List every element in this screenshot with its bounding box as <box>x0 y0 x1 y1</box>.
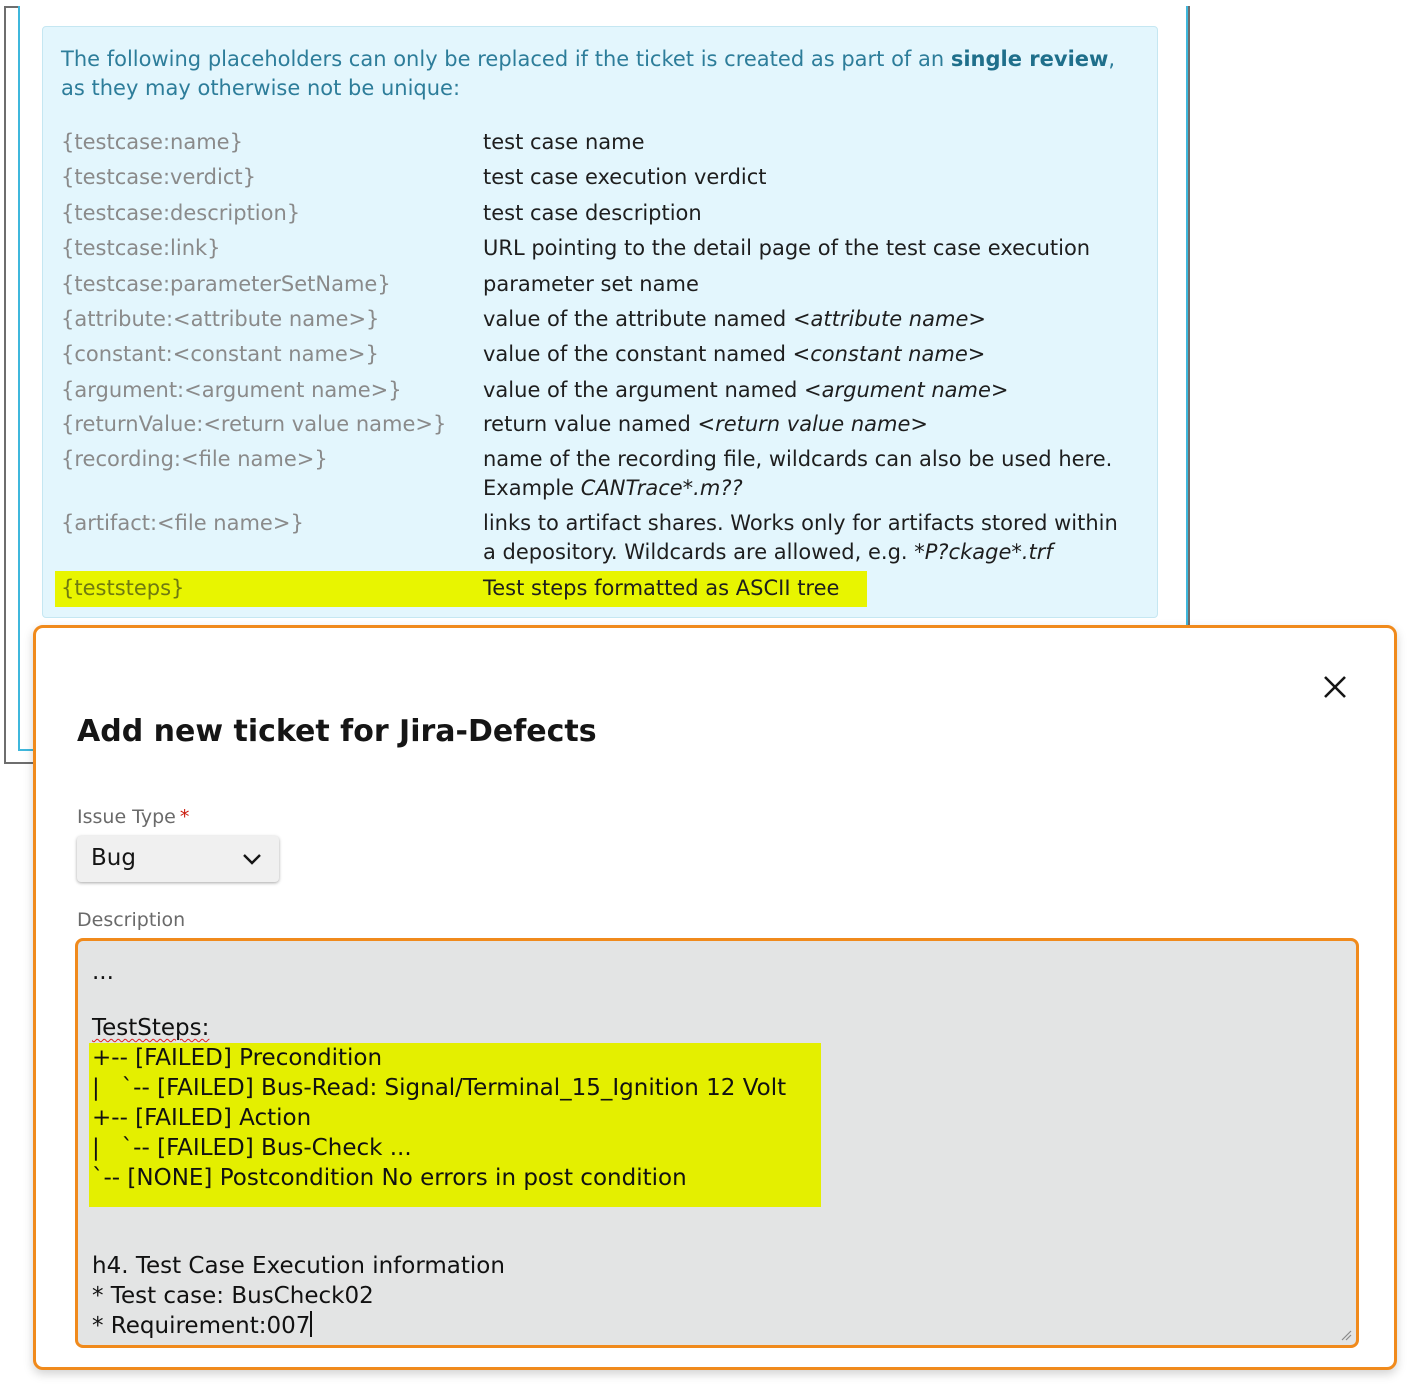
placeholder-key: {attribute:<attribute name>} <box>61 307 380 331</box>
placeholder-info-box <box>42 26 1158 618</box>
required-marker: * <box>179 806 190 828</box>
resize-handle-icon[interactable] <box>1340 1329 1352 1341</box>
placeholder-key: {testcase:description} <box>61 201 301 225</box>
close-icon <box>1320 672 1350 702</box>
placeholder-desc: value of the constant named <constant name> <box>483 342 986 366</box>
intro-line2: as they may otherwise not be unique: <box>61 76 461 100</box>
description-line: * Requirement:007 <box>92 1313 311 1339</box>
placeholder-key: {recording:<file name>} <box>61 447 328 471</box>
issue-type-label: Issue Type * <box>77 806 190 828</box>
placeholder-desc: test case name <box>483 130 645 154</box>
placeholder-key: {returnValue:<return value name>} <box>61 412 447 436</box>
close-button[interactable] <box>1320 672 1350 702</box>
placeholder-desc: value of the attribute named <attribute name> <box>483 307 986 331</box>
chevron-down-icon <box>241 848 263 870</box>
description-line: `-- [NONE] Postcondition No errors in post condition <box>92 1165 687 1191</box>
placeholder-key: {teststeps} <box>61 576 185 600</box>
placeholder-key: {testcase:verdict} <box>61 165 256 189</box>
issue-type-select[interactable] <box>77 836 279 882</box>
description-label: Description <box>77 909 186 931</box>
placeholder-desc: parameter set name <box>483 272 699 296</box>
placeholder-desc: test case execution verdict <box>483 165 767 189</box>
placeholder-key: {testcase:parameterSetName} <box>61 272 391 296</box>
placeholder-desc: name of the recording file, wildcards can also be used here. Example CANTrace*.m?? <box>483 447 1113 500</box>
placeholder-key: {artifact:<file name>} <box>61 511 304 535</box>
intro-suffix: , <box>1108 47 1116 71</box>
placeholder-desc: URL pointing to the detail page of the test case execution <box>483 236 1091 260</box>
placeholder-desc: return value named <return value name> <box>483 412 928 436</box>
dialog-title: Add new ticket for Jira-Defects <box>77 714 597 749</box>
description-line: * Test case: BusCheck02 <box>92 1283 374 1309</box>
text-caret <box>310 1311 312 1337</box>
description-line: h4. Test Case Execution information <box>92 1253 505 1279</box>
description-line: +-- [FAILED] Action <box>92 1105 312 1131</box>
description-line: +-- [FAILED] Precondition <box>92 1045 383 1071</box>
description-line: TestSteps: <box>92 1015 210 1041</box>
intro-text: The following placeholders can only be replaced if the ticket is created as part of an <box>61 47 951 71</box>
description-line: | `-- [FAILED] Bus-Read: Signal/Terminal_15_Ignition 12 Volt <box>92 1075 787 1101</box>
issue-type-value: Bug <box>91 845 136 871</box>
placeholder-desc: test case description <box>483 201 702 225</box>
add-ticket-dialog <box>33 625 1397 1370</box>
placeholder-key: {constant:<constant name>} <box>61 342 379 366</box>
info-intro <box>61 45 1141 103</box>
description-textarea[interactable] <box>75 938 1359 1348</box>
placeholder-key: {testcase:name} <box>61 130 243 154</box>
placeholder-desc: Test steps formatted as ASCII tree <box>483 576 840 600</box>
description-line: ... <box>92 959 114 985</box>
intro-bold: single review <box>950 47 1109 71</box>
placeholder-desc: links to artifact shares. Works only for artifacts stored within a depository. Wildcards are allowed, e.g. *P?ckage*.trf <box>483 511 1118 564</box>
placeholder-desc: value of the argument named <argument name> <box>483 378 1009 402</box>
placeholder-key: {argument:<argument name>} <box>61 378 402 402</box>
placeholder-key: {testcase:link} <box>61 236 221 260</box>
description-line: | `-- [FAILED] Bus-Check ... <box>92 1135 412 1161</box>
